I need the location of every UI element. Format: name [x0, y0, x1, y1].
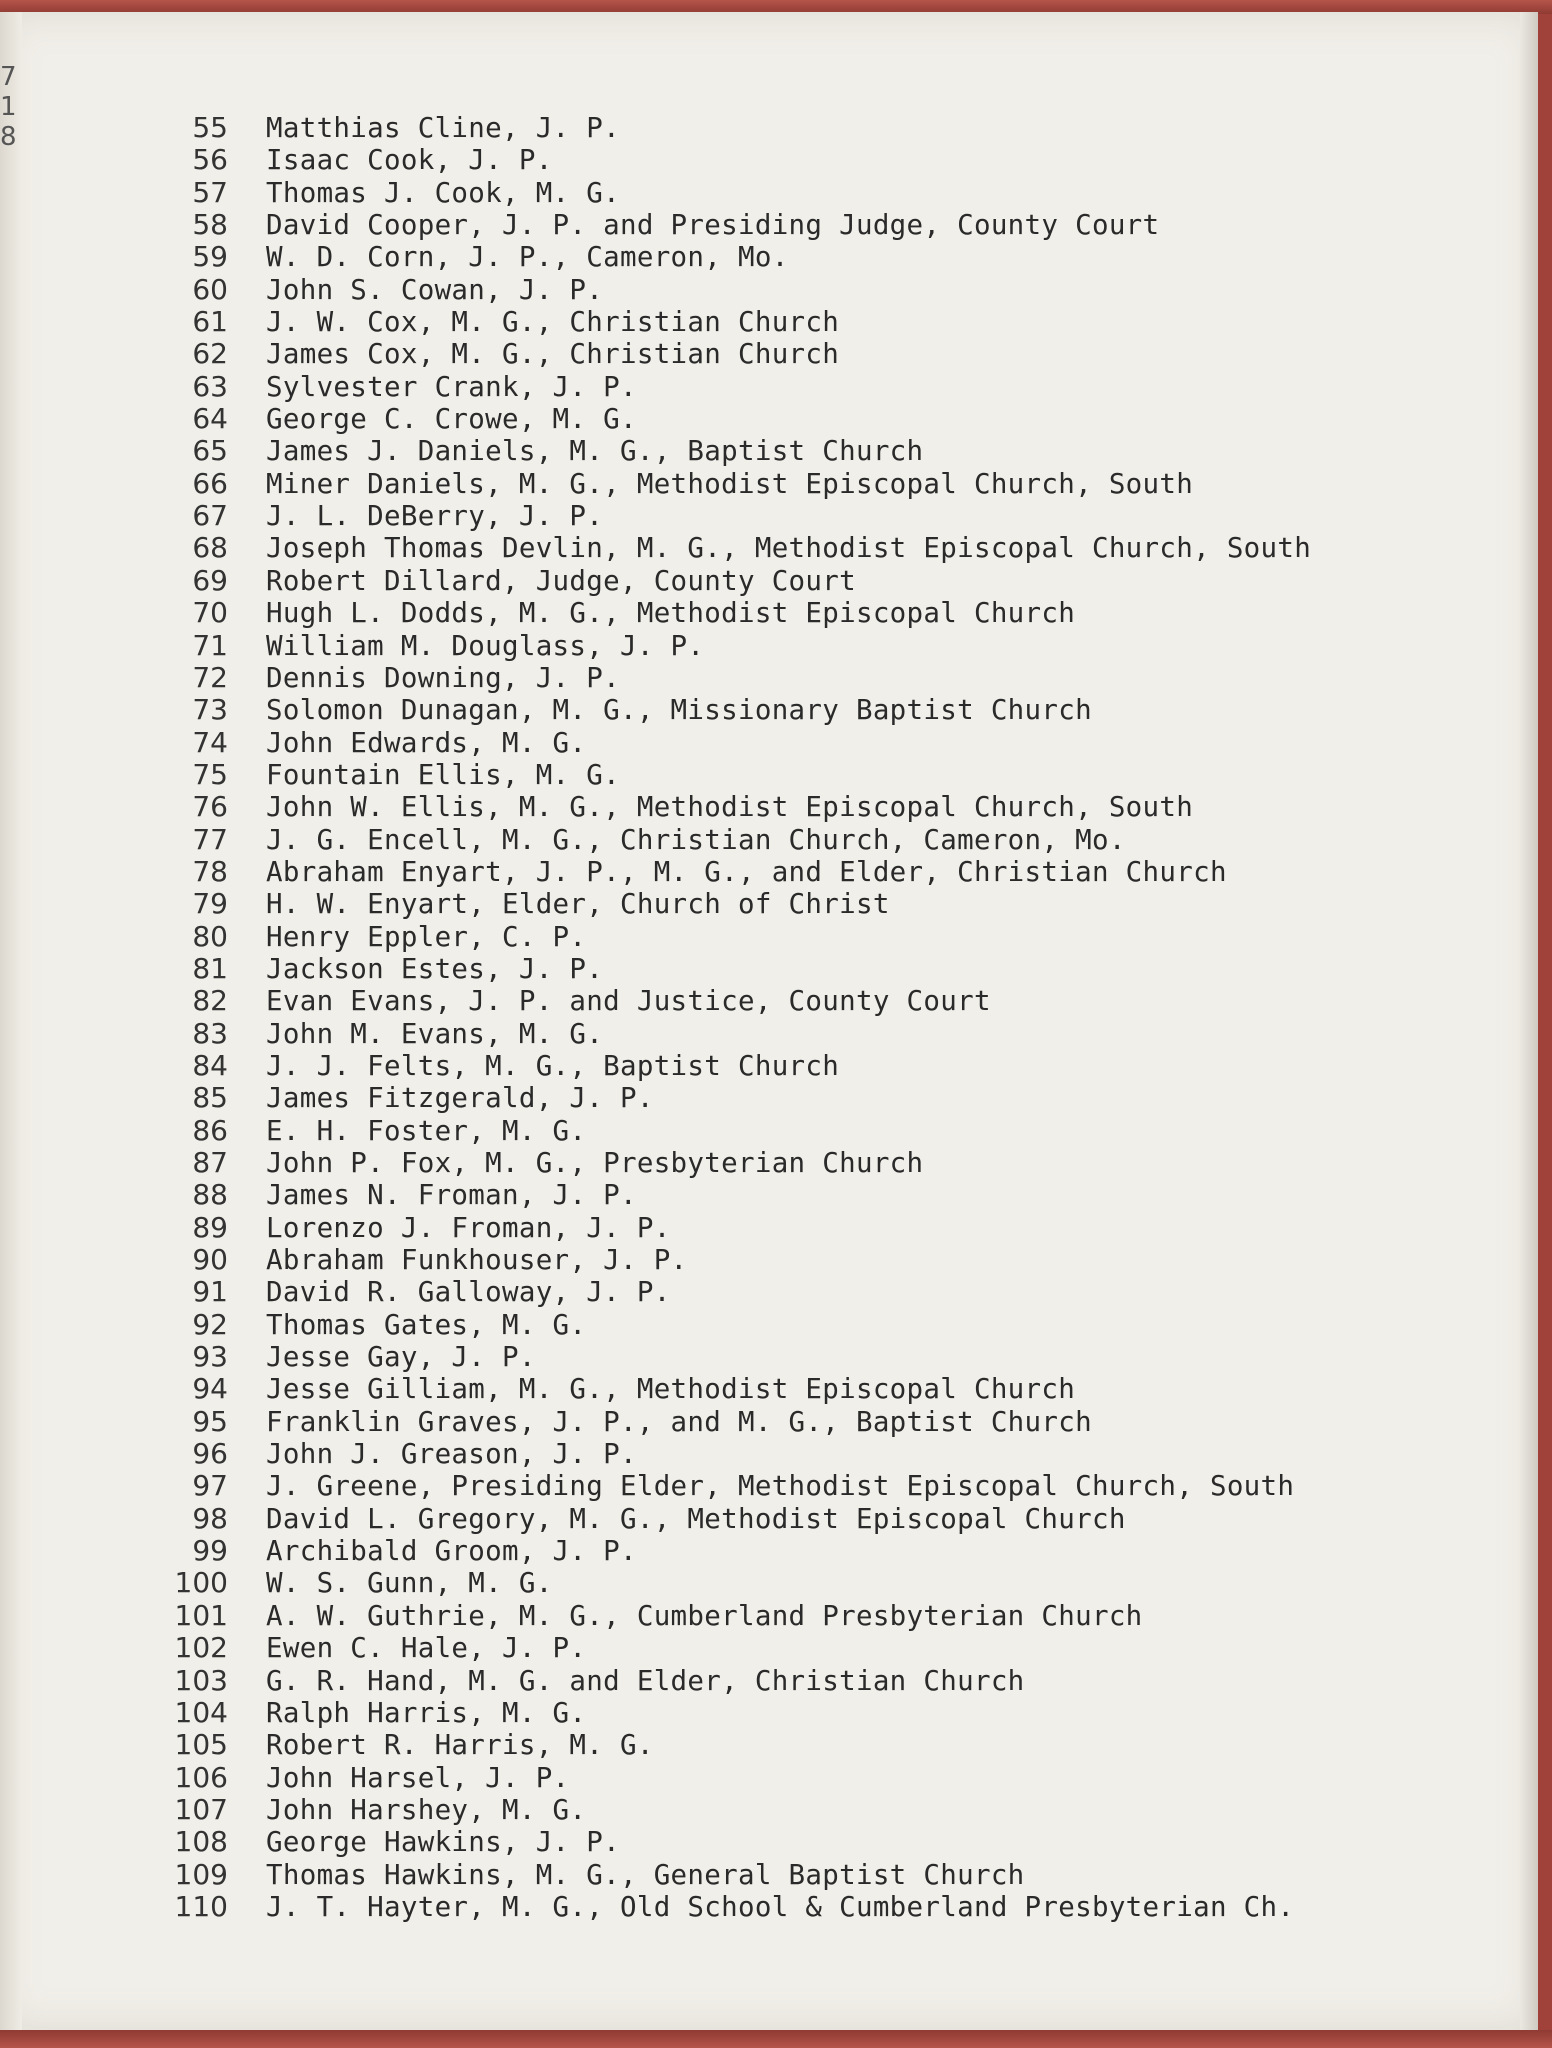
entry-text: David L. Gregory, M. G., Methodist Episcopal Church: [266, 1502, 1126, 1535]
entry-text: J. J. Felts, M. G., Baptist Church: [266, 1049, 840, 1082]
entry-text: Jesse Gilliam, M. G., Methodist Episcopal Church: [266, 1373, 1076, 1406]
entry-number: 74: [192, 725, 228, 759]
document-page: [0, 12, 1538, 2030]
entry-text: John Harshey, M. G.: [266, 1793, 587, 1826]
list-item: [140, 1276, 1311, 1308]
list-item: [140, 1859, 1311, 1891]
entry-text: Thomas J. Cook, M. G.: [266, 176, 620, 209]
entry-text: Miner Daniels, M. G., Methodist Episcopal Church, South: [266, 467, 1194, 500]
entry-text: Thomas Hawkins, M. G., General Baptist Church: [266, 1858, 1025, 1891]
list-item: [140, 1762, 1311, 1794]
entry-number: 68: [192, 531, 228, 565]
list-item: [140, 1018, 1311, 1050]
entry-text: George C. Crowe, M. G.: [266, 403, 637, 436]
entry-text: Robert Dillard, Judge, County Court: [266, 564, 856, 597]
list-item: [140, 985, 1311, 1017]
entry-text: Evan Evans, J. P. and Justice, County Court: [266, 985, 991, 1018]
list-item: [140, 1535, 1311, 1567]
entry-text: John W. Ellis, M. G., Methodist Episcopal Church, South: [266, 791, 1194, 824]
list-item: [140, 1826, 1311, 1858]
entry-number: 95: [192, 1404, 228, 1438]
entry-text: James Fitzgerald, J. P.: [266, 1082, 654, 1115]
list-item: [140, 1212, 1311, 1244]
list-item: [140, 1373, 1311, 1405]
entry-number: 108: [174, 1825, 228, 1859]
entry-number: 79: [192, 887, 228, 921]
entry-text: Archibald Groom, J. P.: [266, 1535, 637, 1568]
entry-number: 62: [192, 337, 228, 371]
entry-number: 105: [174, 1728, 228, 1762]
entry-text: James N. Froman, J. P.: [266, 1179, 637, 1212]
entry-text: David R. Galloway, J. P.: [266, 1276, 671, 1309]
entry-text: Abraham Funkhouser, J. P.: [266, 1244, 688, 1277]
list-item: [140, 1115, 1311, 1147]
entry-text: Solomon Dunagan, M. G., Missionary Baptist Church: [266, 694, 1092, 727]
entry-text: Fountain Ellis, M. G.: [266, 758, 620, 791]
list-item: [140, 1050, 1311, 1082]
list-item: [140, 1794, 1311, 1826]
list-item: [140, 1729, 1311, 1761]
entry-text: John S. Cowan, J. P.: [266, 273, 604, 306]
entry-text: W. D. Corn, J. P., Cameron, Mo.: [266, 241, 789, 274]
entry-number: 88: [192, 1178, 228, 1212]
entry-number: 70: [192, 596, 228, 630]
list-item: [140, 241, 1311, 273]
entry-number: 96: [192, 1437, 228, 1471]
list-item: [140, 468, 1311, 500]
entry-text: Robert R. Harris, M. G.: [266, 1729, 654, 1762]
entry-number: 77: [192, 822, 228, 856]
list-item: [140, 1503, 1311, 1535]
list-item: [140, 1891, 1311, 1923]
list-item: [140, 1600, 1311, 1632]
entry-number: 101: [174, 1598, 228, 1632]
list-item: [140, 435, 1311, 467]
list-item: [140, 694, 1311, 726]
entry-number: 69: [192, 563, 228, 597]
entry-number: 82: [192, 984, 228, 1018]
entry-number: 85: [192, 1081, 228, 1115]
entry-number: 84: [192, 1048, 228, 1082]
entry-number: 72: [192, 660, 228, 694]
list-item: [140, 1697, 1311, 1729]
entry-number: 55: [192, 111, 228, 144]
entry-text: John Harsel, J. P.: [266, 1761, 570, 1794]
list-item: [140, 1147, 1311, 1179]
margin-mark-char: 7: [0, 62, 17, 92]
entry-number: 102: [174, 1631, 228, 1665]
entry-number: 104: [174, 1695, 228, 1729]
list-item: [140, 1309, 1311, 1341]
entry-number: 87: [192, 1146, 228, 1179]
page-gutter: [0, 12, 22, 2030]
entry-text: J. L. DeBerry, J. P.: [266, 500, 604, 533]
list-item: [140, 274, 1311, 306]
list-item: [140, 662, 1311, 694]
entry-number: 81: [192, 951, 228, 985]
list-item: [140, 921, 1311, 953]
entry-text: H. W. Enyart, Elder, Church of Christ: [266, 888, 890, 921]
list-item: [140, 953, 1311, 985]
list-item: [140, 1082, 1311, 1114]
margin-mark-char: 1: [0, 92, 17, 122]
list-item: [140, 1179, 1311, 1211]
entry-number: 78: [192, 854, 228, 888]
entry-text: A. W. Guthrie, M. G., Cumberland Presbyterian Church: [266, 1599, 1143, 1632]
list-item: [140, 856, 1311, 888]
entry-text: John J. Greason, J. P.: [266, 1438, 637, 1471]
list-item: [140, 532, 1311, 564]
list-item: [140, 1406, 1311, 1438]
entry-number: 61: [192, 305, 228, 339]
list-item: [140, 791, 1311, 823]
entry-text: David Cooper, J. P. and Presiding Judge, County Court: [266, 209, 1160, 242]
list-item: [140, 1470, 1311, 1502]
entry-number: 65: [192, 434, 228, 468]
entry-text: J. Greene, Presiding Elder, Methodist Episcopal Church, South: [266, 1470, 1295, 1503]
list-item: [140, 565, 1311, 597]
entry-text: Matthias Cline, J. P.: [266, 112, 620, 144]
entry-text: Lorenzo J. Froman, J. P.: [266, 1211, 671, 1244]
entry-text: James Cox, M. G., Christian Church: [266, 338, 840, 371]
entry-number: 75: [192, 757, 228, 791]
page-edge: [1520, 12, 1538, 2030]
list-item: [140, 727, 1311, 759]
entry-text: Ewen C. Hale, J. P.: [266, 1632, 587, 1665]
list-item: [140, 371, 1311, 403]
entry-number: 89: [192, 1210, 228, 1244]
entry-text: Jesse Gay, J. P.: [266, 1341, 536, 1374]
entry-number: 98: [192, 1501, 228, 1535]
entry-number: 93: [192, 1340, 228, 1374]
entry-number: 80: [192, 919, 228, 953]
margin-mark-char: 8: [0, 122, 17, 152]
list-item: [140, 1438, 1311, 1470]
entry-text: Jackson Estes, J. P.: [266, 952, 604, 985]
entry-text: G. R. Hand, M. G. and Elder, Christian Church: [266, 1664, 1025, 1697]
entry-number: 103: [174, 1663, 228, 1697]
book-binding-bottom: [0, 2030, 1552, 2048]
entry-text: Thomas Gates, M. G.: [266, 1308, 587, 1341]
list-item: [140, 306, 1311, 338]
entry-text: W. S. Gunn, M. G.: [266, 1567, 553, 1600]
entry-text: William M. Douglass, J. P.: [266, 629, 705, 662]
list-item: [140, 1244, 1311, 1276]
list-item: [140, 209, 1311, 241]
entry-text: Dennis Downing, J. P.: [266, 661, 620, 694]
list-item: [140, 824, 1311, 856]
margin-page-mark: [0, 62, 17, 152]
entry-number: 94: [192, 1372, 228, 1406]
entry-text: Ralph Harris, M. G.: [266, 1696, 587, 1729]
entry-number: 63: [192, 369, 228, 403]
list-item: [140, 500, 1311, 532]
list-item: [140, 1632, 1311, 1664]
entry-number: 90: [192, 1243, 228, 1277]
officiant-list: [140, 112, 1311, 1923]
list-item: [140, 338, 1311, 370]
list-item: [140, 144, 1311, 176]
entry-text: J. T. Hayter, M. G., Old School & Cumberland Presbyterian Ch.: [266, 1890, 1295, 1923]
entry-text: George Hawkins, J. P.: [266, 1826, 620, 1859]
entry-number: 56: [192, 143, 228, 177]
entry-number: 107: [174, 1792, 228, 1826]
entry-number: 92: [192, 1307, 228, 1341]
entry-number: 73: [192, 693, 228, 727]
entry-number: 106: [174, 1760, 228, 1794]
entry-text: James J. Daniels, M. G., Baptist Church: [266, 435, 924, 468]
entry-number: 59: [192, 240, 228, 274]
entry-text: E. H. Foster, M. G.: [266, 1114, 587, 1147]
list-item: [140, 112, 1311, 144]
entry-number: 76: [192, 790, 228, 824]
list-item: [140, 888, 1311, 920]
entry-text: Franklin Graves, J. P., and M. G., Baptist Church: [266, 1405, 1092, 1438]
list-item: [140, 630, 1311, 662]
list-item: [140, 1665, 1311, 1697]
list-item: [140, 597, 1311, 629]
entry-number: 66: [192, 466, 228, 500]
entry-text: Abraham Enyart, J. P., M. G., and Elder, Christian Church: [266, 855, 1227, 888]
entry-number: 57: [192, 175, 228, 209]
entry-text: Henry Eppler, C. P.: [266, 920, 587, 953]
entry-text: John M. Evans, M. G.: [266, 1017, 604, 1050]
entry-number: 99: [192, 1534, 228, 1568]
entry-text: John Edwards, M. G.: [266, 726, 587, 759]
entry-number: 109: [174, 1857, 228, 1891]
list-item: [140, 177, 1311, 209]
entry-number: 91: [192, 1275, 228, 1309]
entry-text: J. W. Cox, M. G., Christian Church: [266, 306, 840, 339]
entry-number: 58: [192, 208, 228, 242]
entry-number: 86: [192, 1113, 228, 1147]
entry-text: John P. Fox, M. G., Presbyterian Church: [266, 1147, 924, 1179]
entry-text: Hugh L. Dodds, M. G., Methodist Episcopal Church: [266, 597, 1076, 630]
entry-number: 97: [192, 1469, 228, 1503]
entry-text: Isaac Cook, J. P.: [266, 144, 553, 177]
entry-text: J. G. Encell, M. G., Christian Church, Cameron, Mo.: [266, 823, 1126, 856]
entry-number: 60: [192, 272, 228, 306]
list-item: [140, 1341, 1311, 1373]
list-item: [140, 759, 1311, 791]
list-item: [140, 1567, 1311, 1599]
entry-text: Joseph Thomas Devlin, M. G., Methodist Episcopal Church, South: [266, 532, 1312, 565]
entry-number: 71: [192, 628, 228, 662]
entry-number: 83: [192, 1016, 228, 1050]
entry-number: 64: [192, 402, 228, 436]
entry-text: Sylvester Crank, J. P.: [266, 370, 637, 403]
entry-number: 110: [174, 1889, 228, 1923]
list-item: [140, 403, 1311, 435]
entry-number: 67: [192, 499, 228, 533]
entry-number: 100: [174, 1566, 228, 1600]
